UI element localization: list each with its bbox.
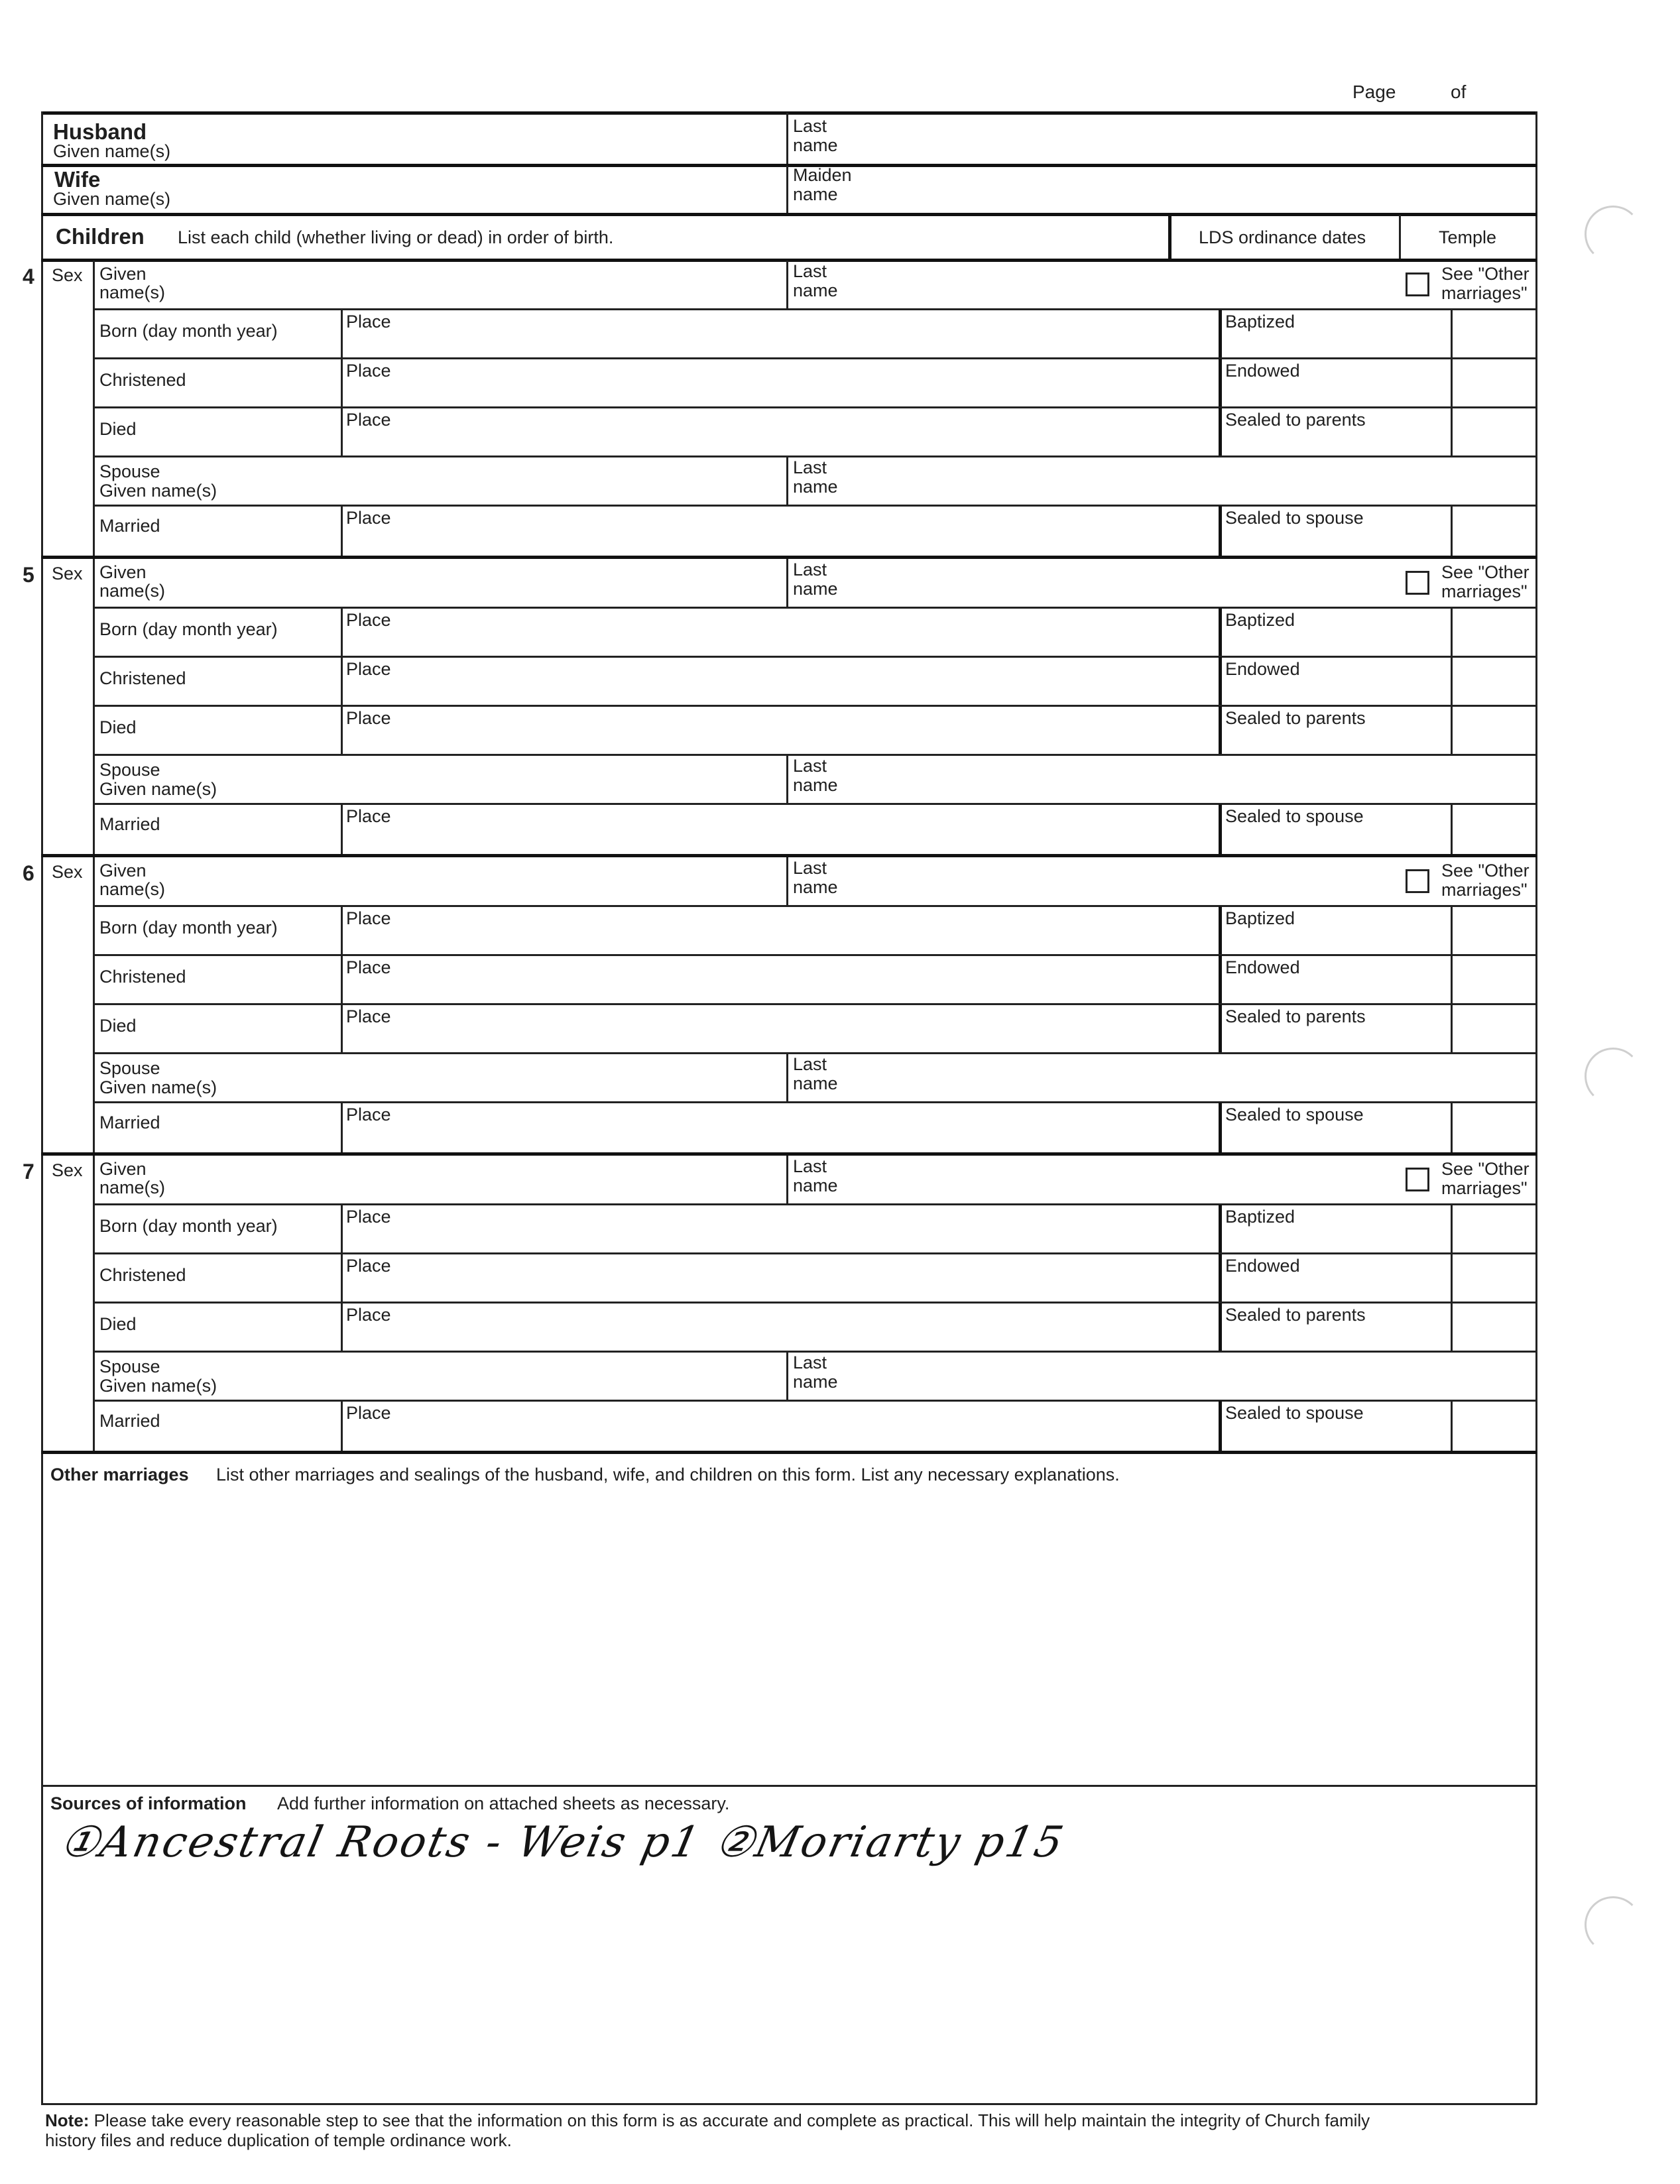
born-row [93,310,1537,359]
spouse-last-name-field[interactable] [888,1056,1525,1100]
sources-section [41,1786,1537,2102]
christened-place-divider [341,657,343,706]
spouse-given-name-field[interactable] [278,758,782,802]
child-number: 5 [23,563,34,587]
endowed-temple-field[interactable] [1455,1256,1534,1300]
child-number: 7 [23,1160,34,1183]
see-other-marriages-checkbox[interactable] [1406,273,1429,296]
child-last-name-field[interactable] [888,1158,1392,1202]
child-given-name-field[interactable] [199,562,782,605]
died-label: Died [99,717,137,737]
spouse-label: Spouse [99,1058,160,1078]
spouse-last-divider [786,457,788,506]
married-place-field[interactable] [347,827,1209,852]
given-label: Given [99,861,147,880]
married-label: Married [99,1411,160,1431]
sealed-to-spouse-label: Sealed to spouse [1225,806,1364,826]
spouse-given-name-field[interactable] [278,459,782,503]
married-place-label: Place [346,508,391,528]
children-header-row [41,215,1537,260]
married-place-field[interactable] [347,1125,1209,1150]
sex-label: Sex [52,862,83,882]
husband-row [41,113,1537,164]
died-row [93,1303,1537,1352]
married-place-label: Place [346,1105,391,1124]
sealed-to-parents-temple-field[interactable] [1455,1305,1534,1349]
wife-divider [786,166,788,213]
christened-temple-divider [1451,359,1453,408]
sex-field[interactable] [44,1182,90,1202]
spouse-label: Spouse [99,1357,160,1376]
child-block-5 [0,559,1680,857]
child-number: 6 [23,861,34,885]
christened-place-field[interactable] [347,680,1209,703]
born-lds-divider [1219,310,1222,359]
given-last-divider [786,1156,788,1205]
spouse-last-label: Last [793,756,827,776]
sex-label: Sex [52,564,83,583]
died-place-divider [341,408,343,457]
born-label: Born (day month year) [99,918,278,938]
spouse-last-label-2: name [793,775,838,795]
children-heading: Children [56,224,145,249]
temple-column-divider [1399,215,1401,260]
christened-lds-divider [1219,359,1222,408]
note-text-1: Please take every reasonable step to see that the information on this form is as accurate and complete as practical. This will help maintain the integrity of Church family [93,2110,1370,2130]
sealed-to-spouse-temple-field[interactable] [1455,509,1534,554]
christened-lds-divider [1219,955,1222,1004]
see-other-label: See "Other [1441,861,1530,880]
sealed-to-parents-label: Sealed to parents [1225,708,1366,728]
baptized-date-field[interactable] [1227,332,1445,356]
born-row [93,906,1537,955]
christened-place-label: Place [346,659,391,679]
married-temple-divider [1451,506,1453,556]
endowed-label: Endowed [1225,957,1300,977]
died-place-label: Place [346,410,391,430]
sources-instruction: Add further information on attached sheets as necessary. [277,1793,730,1813]
wife-maiden-name-field[interactable] [896,168,1526,211]
sealed-to-spouse-date-field[interactable] [1227,1424,1445,1449]
sex-field[interactable] [44,287,90,307]
other-marriages-field[interactable] [48,1494,1526,1773]
spouse-last-divider [786,1352,788,1401]
last-label: Last [793,560,827,579]
spouse-given-name-field[interactable] [278,1355,782,1398]
spouse-last-label: Last [793,1054,827,1074]
christened-lds-divider [1219,1254,1222,1303]
sources-handwritten-entry: ①Ancestral Roots - Weis p1 ②Moriarty p15 [56,1818,1069,1867]
baptized-label: Baptized [1225,610,1295,630]
born-place-label: Place [346,610,391,630]
child-given-name-field[interactable] [199,263,782,307]
married-temple-divider [1451,1401,1453,1451]
sealed-to-parents-temple-field[interactable] [1455,410,1534,454]
born-place-field[interactable] [347,1227,1209,1251]
baptized-label: Baptized [1225,312,1295,332]
born-place-field[interactable] [347,929,1209,953]
wife-maiden-label: Maiden [793,165,852,185]
husband-last-name-field[interactable] [896,117,1526,160]
died-label: Died [99,1016,137,1036]
died-place-field[interactable] [347,1027,1209,1051]
christened-place-divider [341,955,343,1004]
born-place-label: Place [346,1207,391,1227]
married-place-divider [341,506,343,556]
christened-place-field[interactable] [347,1276,1209,1300]
married-place-field[interactable] [347,1424,1209,1449]
married-lds-divider [1219,1401,1222,1451]
sealed-to-parents-date-field[interactable] [1227,1027,1445,1051]
husband-last-label: Last [793,116,827,136]
died-lds-divider [1219,1303,1222,1352]
christened-label: Christened [99,967,186,987]
died-lds-divider [1219,1004,1222,1054]
husband-divider [786,113,788,164]
endowed-date-field[interactable] [1227,978,1445,1002]
see-other-label: See "Other [1441,562,1530,582]
born-label: Born (day month year) [99,619,278,639]
married-label: Married [99,516,160,536]
spouse-label: Spouse [99,461,160,481]
endowed-label: Endowed [1225,1256,1300,1276]
christened-row [93,359,1537,408]
child-block-7 [0,1156,1680,1454]
husband-given-name-field[interactable] [293,117,784,160]
sealed-to-spouse-label: Sealed to spouse [1225,1105,1364,1124]
children-instruction: List each child (whether living or dead) in order of birth. [178,227,614,247]
last-label-2: name [793,877,838,897]
given-label: Given [99,562,147,582]
died-lds-divider [1219,706,1222,755]
child-block-bottom-border [41,1451,1537,1454]
given-last-divider [786,261,788,310]
baptized-date-field[interactable] [1227,1227,1445,1251]
baptized-label: Baptized [1225,1207,1295,1227]
died-temple-divider [1451,1303,1453,1352]
given-label-2: name(s) [99,282,166,302]
child-given-name-field[interactable] [199,860,782,904]
endowed-label: Endowed [1225,659,1300,679]
baptized-label: Baptized [1225,908,1295,928]
born-lds-divider [1219,906,1222,955]
died-place-divider [341,706,343,755]
endowed-date-field[interactable] [1227,680,1445,703]
died-place-divider [341,1004,343,1054]
spouse-last-name-field[interactable] [888,1355,1525,1398]
baptized-temple-field[interactable] [1455,312,1534,356]
page-of-label: of [1451,82,1467,102]
last-label-2: name [793,1176,838,1195]
died-place-field[interactable] [347,430,1209,454]
christened-place-field[interactable] [347,381,1209,405]
last-label: Last [793,261,827,281]
born-row [93,1205,1537,1254]
endowed-label: Endowed [1225,361,1300,381]
married-place-field[interactable] [347,528,1209,554]
child-given-name-field[interactable] [199,1158,782,1202]
note-line-2: history files and reduce duplication of temple ordinance work. [45,2130,512,2150]
christened-place-label: Place [346,361,391,381]
born-temple-divider [1451,310,1453,359]
last-label-2: name [793,579,838,599]
born-place-field[interactable] [347,332,1209,356]
died-temple-divider [1451,1004,1453,1054]
christened-lds-divider [1219,657,1222,706]
sex-field[interactable] [44,585,90,605]
christened-row [93,657,1537,706]
husband-heading: Husband [53,119,147,144]
died-place-label: Place [346,708,391,728]
see-other-label: See "Other [1441,1159,1530,1179]
spouse-row [93,1352,1537,1401]
married-lds-divider [1219,506,1222,556]
note-label: Note: [45,2110,90,2130]
sources-heading: Sources of information [50,1793,247,1813]
christened-temple-divider [1451,657,1453,706]
sealed-to-spouse-temple-field[interactable] [1455,1404,1534,1449]
married-row [93,1103,1537,1153]
wife-given-name-field[interactable] [293,168,784,211]
born-place-divider [341,310,343,359]
christened-temple-divider [1451,955,1453,1004]
spouse-given-label: Given name(s) [99,779,217,799]
wife-given-label: Given name(s) [53,189,171,209]
spouse-given-label: Given name(s) [99,481,217,501]
died-row [93,706,1537,755]
died-lds-divider [1219,408,1222,457]
died-temple-divider [1451,706,1453,755]
christened-label: Christened [99,1265,186,1285]
married-place-divider [341,1401,343,1451]
sealed-to-parents-date-field[interactable] [1227,729,1445,753]
other-marriages-heading: Other marriages [50,1465,189,1485]
born-place-divider [341,608,343,657]
sealed-to-parents-label: Sealed to parents [1225,1006,1366,1026]
given-label: Given [99,1159,147,1179]
sealed-to-spouse-label: Sealed to spouse [1225,508,1364,528]
last-label: Last [793,858,827,878]
died-row [93,408,1537,457]
child-number: 4 [23,265,34,288]
see-other-label-2: marriages" [1441,581,1528,601]
married-row [93,1401,1537,1451]
child-block-6 [0,857,1680,1156]
sealed-to-parents-temple-field[interactable] [1455,1007,1534,1051]
spouse-given-name-field[interactable] [278,1056,782,1100]
married-temple-divider [1451,804,1453,855]
married-lds-divider [1219,804,1222,855]
child-block-4 [0,261,1680,559]
born-row [93,608,1537,657]
sealed-to-parents-label: Sealed to parents [1225,1305,1366,1325]
lds-ordinance-dates-header: LDS ordinance dates [1199,227,1366,247]
baptized-temple-field[interactable] [1455,1207,1534,1251]
married-label: Married [99,814,160,834]
married-row [93,506,1537,556]
see-other-marriages-checkbox[interactable] [1406,571,1429,595]
see-other-label-2: marriages" [1441,283,1528,303]
husband-last-label-2: name [793,135,838,155]
endowed-temple-field[interactable] [1455,958,1534,1002]
died-place-field[interactable] [347,1325,1209,1349]
sex-label: Sex [52,1160,83,1180]
died-row [93,1004,1537,1054]
died-label: Died [99,419,137,439]
born-label: Born (day month year) [99,321,278,341]
born-label: Born (day month year) [99,1216,278,1236]
endowed-date-field[interactable] [1227,381,1445,405]
christened-row [93,955,1537,1004]
christened-place-divider [341,359,343,408]
other-marriages-section [41,1455,1537,1785]
given-label-2: name(s) [99,879,166,899]
christened-row [93,1254,1537,1303]
note-line-1 [45,2111,1370,2130]
born-place-label: Place [346,908,391,928]
last-label-2: name [793,280,838,300]
endowed-temple-field[interactable] [1455,361,1534,405]
died-label: Died [99,1314,137,1334]
spouse-last-label: Last [793,1353,827,1372]
wife-heading: Wife [54,167,101,192]
sex-field[interactable] [44,884,90,904]
see-other-marriages-checkbox[interactable] [1406,1168,1429,1191]
born-lds-divider [1219,1205,1222,1254]
sealed-to-spouse-date-field[interactable] [1227,528,1445,554]
baptized-date-field[interactable] [1227,929,1445,953]
born-temple-divider [1451,608,1453,657]
given-last-divider [786,857,788,906]
married-place-label: Place [346,1403,391,1423]
other-marriages-instruction: List other marriages and sealings of the husband, wife, and children on this form. List any necessary explanations. [216,1465,1120,1485]
died-place-field[interactable] [347,729,1209,753]
born-place-label: Place [346,312,391,332]
spouse-given-label: Given name(s) [99,1077,217,1097]
given-label: Given [99,264,147,284]
sealed-to-parents-date-field[interactable] [1227,1325,1445,1349]
sealed-to-spouse-temple-field[interactable] [1455,1105,1534,1150]
child-last-name-field[interactable] [888,562,1392,605]
christened-label: Christened [99,668,186,688]
christened-place-label: Place [346,1256,391,1276]
spouse-last-divider [786,1054,788,1103]
given-label-2: name(s) [99,581,166,601]
sources-field[interactable] [48,1879,1526,2091]
spouse-row [93,755,1537,804]
spouse-last-name-field[interactable] [888,459,1525,503]
baptized-temple-field[interactable] [1455,611,1534,654]
spouse-last-label-2: name [793,1372,838,1392]
last-label: Last [793,1156,827,1176]
baptized-date-field[interactable] [1227,631,1445,654]
married-row [93,804,1537,855]
died-place-label: Place [346,1305,391,1325]
married-lds-divider [1219,1103,1222,1153]
died-temple-divider [1451,408,1453,457]
born-temple-divider [1451,906,1453,955]
married-temple-divider [1451,1103,1453,1153]
sex-label: Sex [52,265,83,285]
spouse-last-label: Last [793,457,827,477]
endowed-temple-field[interactable] [1455,660,1534,703]
see-other-label-2: marriages" [1441,1178,1528,1198]
christened-label: Christened [99,370,186,390]
born-place-field[interactable] [347,631,1209,654]
spouse-last-label-2: name [793,477,838,497]
christened-place-field[interactable] [347,978,1209,1002]
lds-column-divider [1168,215,1171,260]
born-place-divider [341,906,343,955]
see-other-label-2: marriages" [1441,880,1528,900]
christened-place-label: Place [346,957,391,977]
sealed-to-parents-label: Sealed to parents [1225,410,1366,430]
wife-row [41,166,1537,213]
spouse-label: Spouse [99,760,160,780]
spouse-row [93,457,1537,506]
married-place-divider [341,804,343,855]
baptized-temple-field[interactable] [1455,909,1534,953]
spouse-last-name-field[interactable] [888,758,1525,802]
born-temple-divider [1451,1205,1453,1254]
christened-temple-divider [1451,1254,1453,1303]
given-label-2: name(s) [99,1178,166,1197]
sealed-to-parents-temple-field[interactable] [1455,709,1534,753]
endowed-date-field[interactable] [1227,1276,1445,1300]
temple-header: Temple [1439,227,1497,247]
spouse-given-label: Given name(s) [99,1376,217,1396]
sealed-to-spouse-temple-field[interactable] [1455,807,1534,852]
married-place-divider [341,1103,343,1153]
wife-maiden-label-2: name [793,184,838,204]
husband-given-label: Given name(s) [53,141,171,161]
sealed-to-spouse-date-field[interactable] [1227,827,1445,852]
spouse-last-divider [786,755,788,804]
married-label: Married [99,1113,160,1132]
married-place-label: Place [346,806,391,826]
spouse-last-label-2: name [793,1073,838,1093]
page-label: Page [1352,82,1396,102]
died-place-divider [341,1303,343,1352]
see-other-marriages-checkbox[interactable] [1406,869,1429,893]
child-last-name-field[interactable] [888,860,1392,904]
given-last-divider [786,559,788,608]
spouse-row [93,1054,1537,1103]
sealed-to-spouse-label: Sealed to spouse [1225,1403,1364,1423]
see-other-label: See "Other [1441,264,1530,284]
born-lds-divider [1219,608,1222,657]
child-last-name-field[interactable] [888,263,1392,307]
sealed-to-parents-date-field[interactable] [1227,430,1445,454]
form-bottom-border [41,2103,1537,2105]
christened-place-divider [341,1254,343,1303]
sealed-to-spouse-date-field[interactable] [1227,1125,1445,1150]
died-place-label: Place [346,1006,391,1026]
born-place-divider [341,1205,343,1254]
